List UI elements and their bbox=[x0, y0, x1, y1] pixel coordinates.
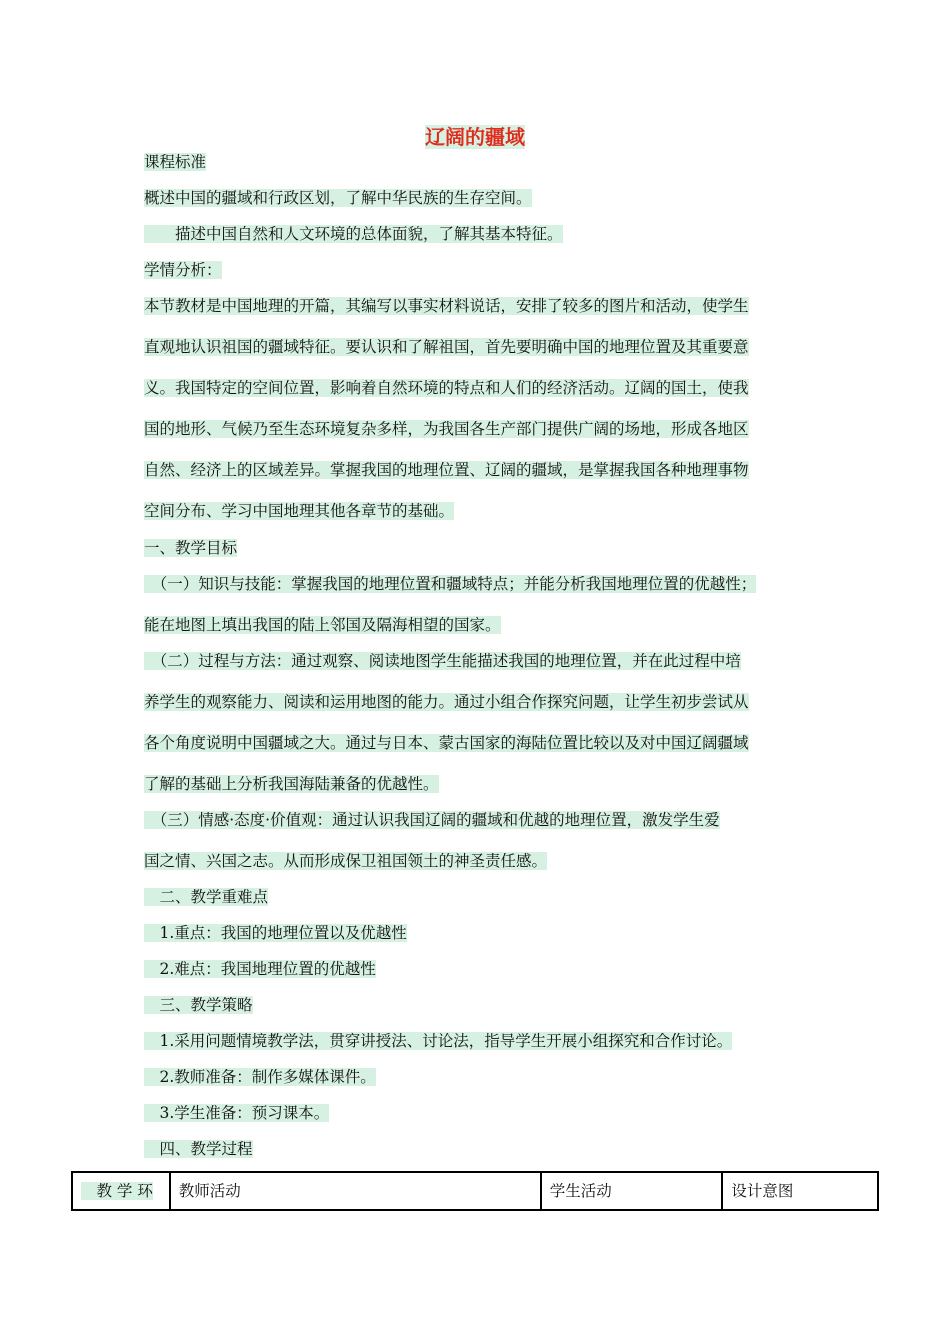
text-line: 2.教师准备：制作多媒体课件。 bbox=[144, 1068, 376, 1086]
text-line: 本节教材是中国地理的开篇，其编写以事实材料说话，安排了较多的图片和活动，使学生 bbox=[144, 297, 749, 315]
table-header-cell: 教师活动 bbox=[170, 1172, 541, 1210]
text-line: 空间分布、学习中国地理其他各章节的基础。 bbox=[144, 502, 455, 520]
text-line: 学情分析： bbox=[144, 261, 222, 279]
text-line: 1.采用问题情境教学法，贯穿讲授法、讨论法，指导学生开展小组探究和合作讨论。 bbox=[144, 1032, 733, 1050]
text-line: 各个角度说明中国疆域之大。通过与日本、蒙古国家的海陆位置比较以及对中国辽阔疆域 bbox=[144, 734, 749, 752]
table-header-cell: 设计意图 bbox=[722, 1172, 878, 1210]
text-line: 描述中国自然和人文环境的总体面貌，了解其基本特征。 bbox=[144, 225, 563, 243]
text-line: （一）知识与技能：掌握我国的地理位置和疆域特点；并能分析我国地理位置的优越性； bbox=[144, 575, 757, 593]
section-heading: 三、教学策略 bbox=[144, 996, 253, 1014]
text-line: 1.重点：我国的地理位置以及优越性 bbox=[144, 924, 407, 942]
table-header-cell: 学生活动 bbox=[541, 1172, 723, 1210]
section-heading: 一、教学目标 bbox=[144, 539, 238, 557]
section-heading: 四、教学过程 bbox=[144, 1140, 253, 1158]
text-line: （二）过程与方法：通过观察、阅读地图学生能描述我国的地理位置，并在此过程中培 bbox=[144, 652, 741, 670]
text-line: （三）情感·态度·价值观：通过认识我国辽阔的疆域和优越的地理位置，激发学生爱 bbox=[144, 811, 720, 829]
text-line: 概述中国的疆域和行政区划，了解中华民族的生存空间。 bbox=[144, 189, 532, 207]
text-line: 国的地形、气候乃至生态环境复杂多样，为我国各生产部门提供广阔的场地，形成各地区 bbox=[144, 420, 749, 438]
table-header-cell: 教 学 环 bbox=[72, 1172, 170, 1210]
text-line: 养学生的观察能力、阅读和运用地图的能力。通过小组合作探究问题，让学生初步尝试从 bbox=[144, 693, 749, 711]
text-line: 了解的基础上分析我国海陆兼备的优越性。 bbox=[144, 775, 439, 793]
text-line: 义。我国特定的空间位置，影响着自然环境的特点和人们的经济活动。辽阔的国土，使我 bbox=[144, 379, 749, 397]
document-title: 辽阔的疆域 bbox=[425, 125, 525, 149]
text-line: 3.学生准备：预习课本。 bbox=[144, 1104, 330, 1122]
text-line: 自然、经济上的区域差异。掌握我国的地理位置、辽阔的疆域，是掌握我国各种地理事物 bbox=[144, 461, 749, 479]
text-line: 直观地认识祖国的疆域特征。要认识和了解祖国，首先要明确中国的地理位置及其重要意 bbox=[144, 338, 749, 356]
table-header-row bbox=[72, 1172, 878, 1210]
text-line: 国之情、兴国之志。从而形成保卫祖国领土的神圣责任感。 bbox=[144, 852, 548, 870]
text-line: 2.难点：我国地理位置的优越性 bbox=[144, 960, 376, 978]
section-heading: 二、教学重难点 bbox=[144, 888, 269, 906]
teaching-process-table bbox=[71, 1171, 879, 1211]
text-line: 能在地图上填出我国的陆上邻国及隔海相望的国家。 bbox=[144, 616, 501, 634]
text-line: 课程标准 bbox=[144, 153, 207, 171]
